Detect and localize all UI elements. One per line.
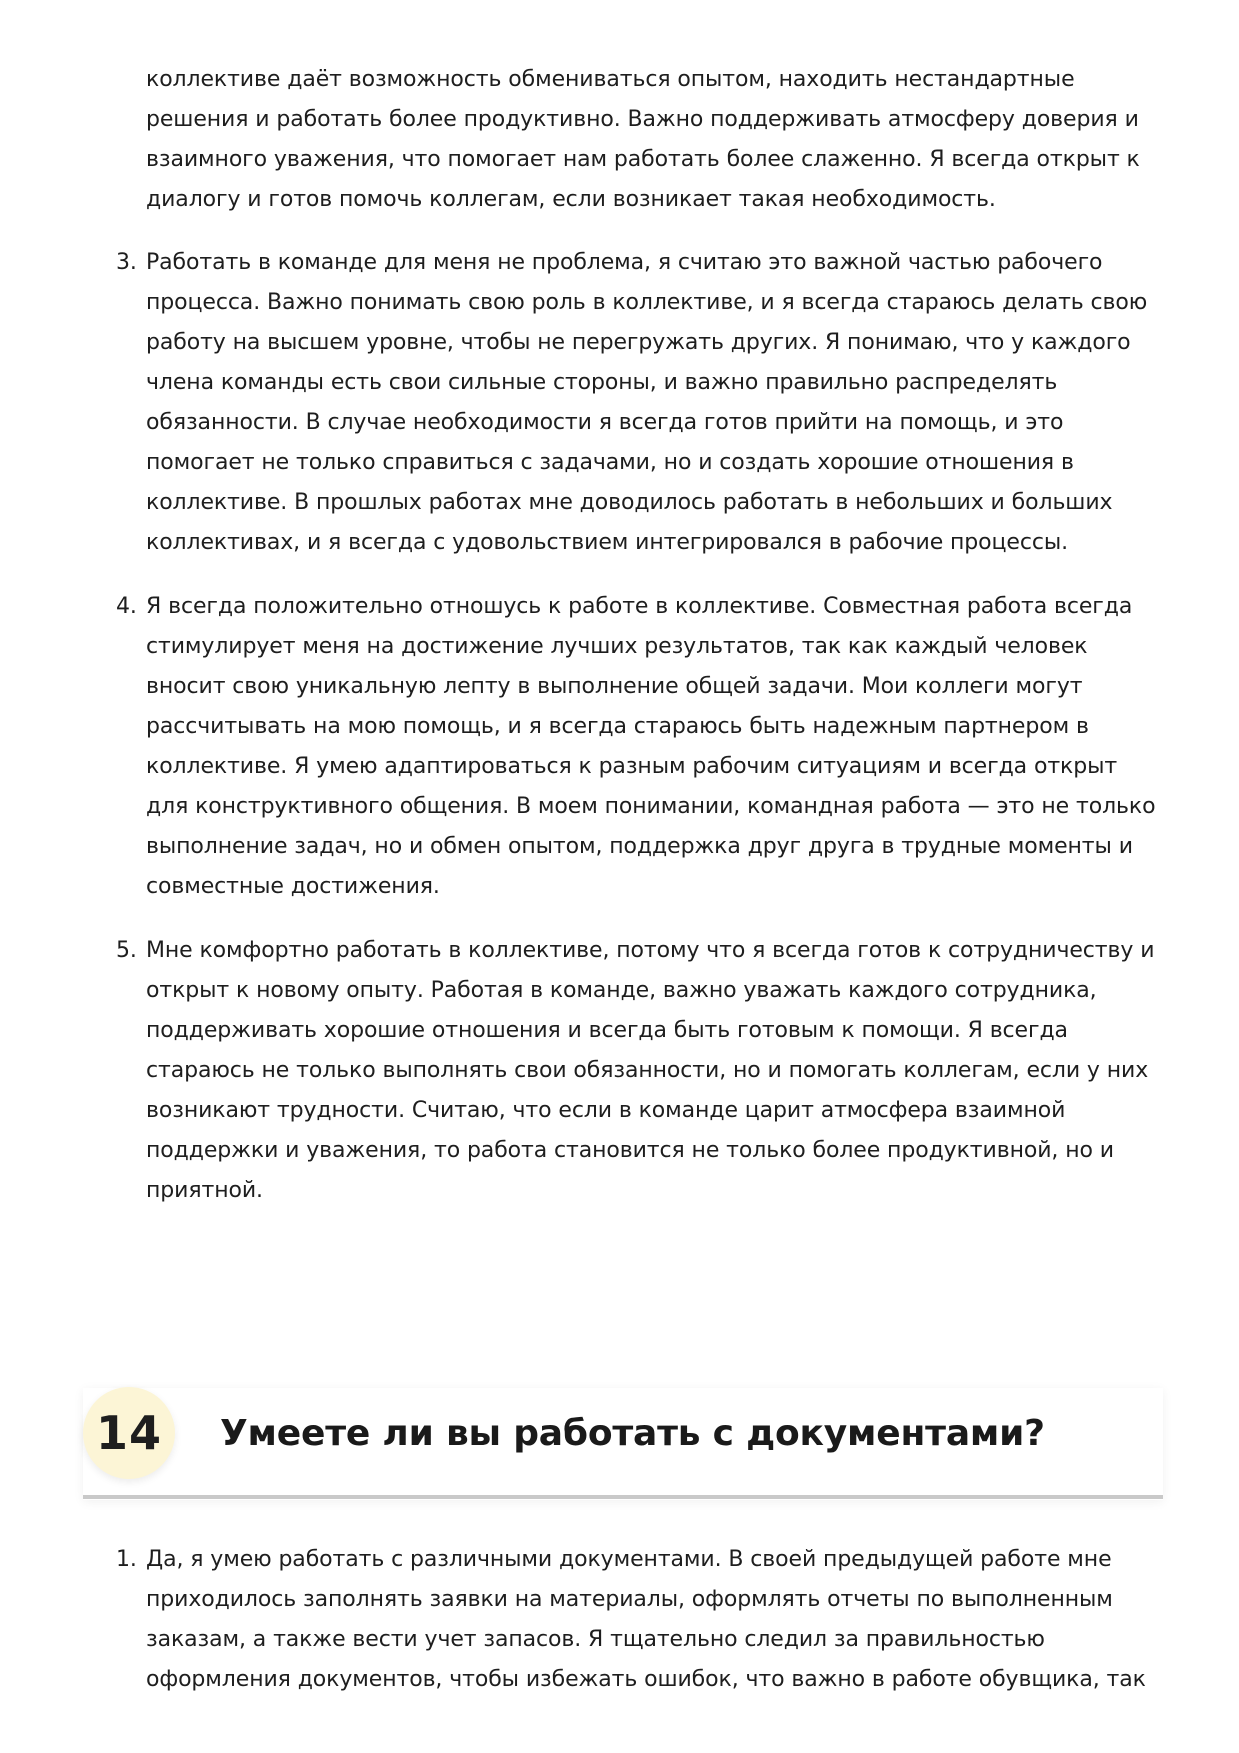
list-item bbox=[116, 1540, 1166, 1700]
list-item-number: 5. bbox=[116, 938, 137, 963]
section-title: Умеете ли вы работать с документами? bbox=[220, 1413, 1045, 1454]
list-item bbox=[116, 243, 1166, 563]
list-item-text: Да, я умею работать с различными документами. В своей предыдущей работе мне приходилось заполнять заявки на материалы, оформлять отчеты по выполненным заказам, а также вести учет запасов. Я тщательно следил за правильностью оформления документов, чтобы избежать ошибок, что важно в работе обувщика, так bbox=[146, 1547, 1146, 1692]
list-item bbox=[116, 587, 1166, 907]
answer-list bbox=[116, 243, 1166, 1235]
section-divider bbox=[83, 1495, 1163, 1499]
list-item-number: 1. bbox=[116, 1547, 137, 1572]
list-item-number: 4. bbox=[116, 594, 137, 619]
section-answer-list bbox=[116, 1540, 1166, 1724]
list-item-text: Мне комфортно работать в коллективе, потому что я всегда готов к сотрудничеству и открыт к новому опыту. Работая в команде, важно уважать каждого сотрудника, поддерживать хорошие отношения и всегда быть готовым к помощи. Я всегда стараюсь не только выполнять свои обязанности, но и помогать коллегам, если у них возникают трудности. Считаю, что если в команде царит атмосфера взаимной поддержки и уважения, то работа становится не только более продуктивной, но и приятной. bbox=[146, 938, 1155, 1203]
list-item-text: Я всегда положительно отношусь к работе в коллективе. Совместная работа всегда стимулирует меня на достижение лучших результатов, так как каждый человек вносит свою уникальную лепту в выполнение общей задачи. Мои коллеги могут рассчитывать на мою помощь, и я всегда стараюсь быть надежным партнером в коллективе. Я умею адаптироваться к разным рабочим ситуациям и всегда открыт для конструктивного общения. В моем понимании, командная работа — это не только выполнение задач, но и обмен опытом, поддержка друг друга в трудные моменты и совместные достижения. bbox=[146, 594, 1156, 899]
continuation-paragraph: коллективе даёт возможность обмениваться опытом, находить нестандартные решения и работать более продуктивно. Важно поддерживать атмосферу доверия и взаимного уважения, что помогает нам работать более слаженно. Я всегда открыт к диалогу и готов помочь коллегам, если возникает такая необходимость. bbox=[146, 67, 1140, 212]
list-item bbox=[116, 931, 1166, 1211]
list-item-text: Работать в команде для меня не проблема, я считаю это важной частью рабочего процесса. Важно понимать свою роль в коллективе, и я всегда стараюсь делать свою работу на высшем уровне, чтобы не перегружать других. Я понимаю, что у каждого члена команды есть свои сильные стороны, и важно правильно распределять обязанности. В случае необходимости я всегда готов прийти на помощь, и это помогает не только справиться с задачами, но и создать хорошие отношения в коллективе. В прошлых работах мне доводилось работать в небольших и больших коллективах, и я всегда с удовольствием интегрировался в рабочие процессы. bbox=[146, 250, 1148, 555]
list-item-number: 3. bbox=[116, 250, 137, 275]
section-number-badge: 14 bbox=[83, 1387, 175, 1479]
